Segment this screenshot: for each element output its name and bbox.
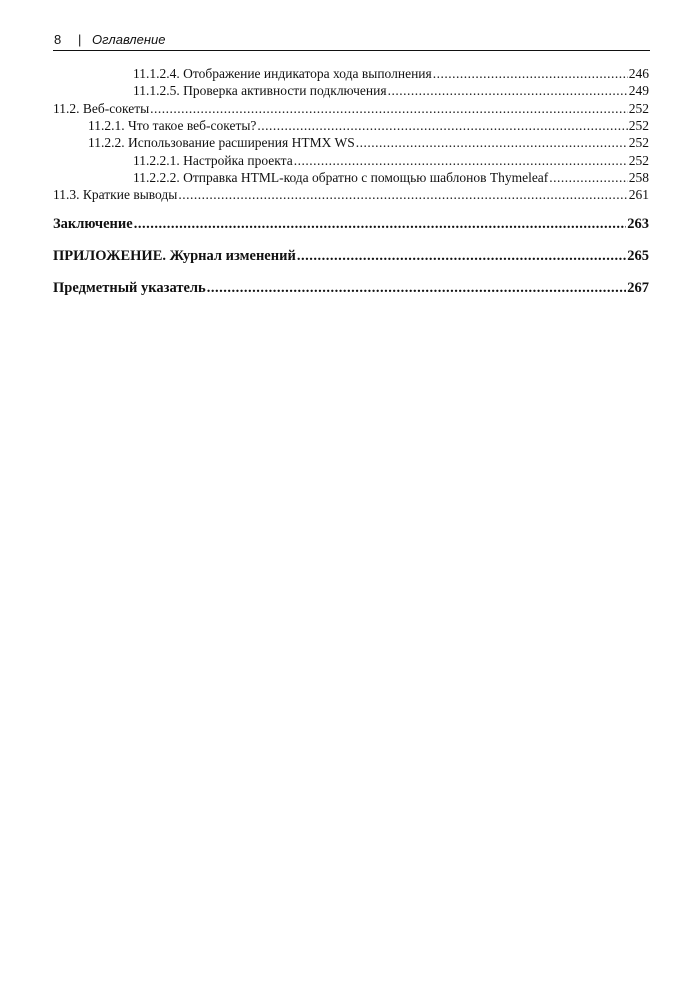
- toc-entry-conclusion[interactable]: [53, 216, 649, 232]
- toc-entry-page: 261: [628, 187, 649, 202]
- toc-entry-11-3[interactable]: [53, 187, 649, 203]
- toc-entry-page: 252: [628, 153, 649, 168]
- toc-entry-page: 246: [628, 66, 649, 81]
- toc-entry-label: 11.1.2.4. Отображение индикатора хода выполнения: [133, 66, 432, 81]
- toc-entry-page: 252: [628, 135, 649, 150]
- toc-entry-11-2-1[interactable]: [88, 118, 649, 134]
- toc-leader-dots: [388, 83, 628, 99]
- toc-leader-dots: [356, 135, 628, 151]
- toc-entry-page: 252: [628, 101, 649, 116]
- running-header: [53, 31, 650, 51]
- toc-leader-dots: [433, 66, 628, 82]
- toc-leader-dots: [150, 101, 628, 117]
- page-number: 8: [54, 32, 62, 47]
- toc-entry-index[interactable]: [53, 280, 649, 296]
- toc-entry-appendix[interactable]: [53, 248, 649, 264]
- toc-entry-11-2[interactable]: [53, 101, 649, 117]
- toc-entry-label: Заключение: [53, 216, 133, 232]
- toc-entry-label: Предметный указатель: [53, 280, 206, 296]
- header-separator: |: [78, 32, 82, 47]
- toc-leader-dots: [134, 216, 627, 232]
- toc-entry-11-2-2-1[interactable]: [133, 153, 649, 169]
- toc-entry-label: 11.2. Веб-сокеты: [53, 101, 150, 116]
- section-title: Оглавление: [92, 32, 166, 47]
- toc-entry-11-1-2-5[interactable]: [133, 83, 649, 99]
- toc-entry-page: 249: [628, 83, 649, 98]
- toc-entry-11-1-2-4[interactable]: [133, 66, 649, 82]
- toc-entry-label: 11.2.1. Что такое веб-сокеты?: [88, 118, 257, 133]
- toc-entry-page: 267: [627, 280, 649, 296]
- toc-entry-label: 11.2.2. Использование расширения HTMX WS: [88, 135, 355, 150]
- toc-entry-page: 265: [627, 248, 649, 264]
- toc-entry-label: 11.2.2.2. Отправка HTML-кода обратно с помощью шаблонов Thymeleaf: [133, 170, 549, 185]
- toc-entry-11-2-2-2[interactable]: [133, 170, 649, 186]
- toc-entry-label: 11.3. Краткие выводы: [53, 187, 178, 202]
- toc-entry-11-2-2[interactable]: [88, 135, 649, 151]
- toc-leader-dots: [257, 118, 627, 134]
- toc-leader-dots: [294, 153, 628, 169]
- toc-entry-page: 252: [628, 118, 649, 133]
- toc-leader-dots: [207, 280, 627, 296]
- toc-entry-page: 263: [627, 216, 649, 232]
- toc-entry-label: 11.2.2.1. Настройка проекта: [133, 153, 293, 168]
- toc-entry-label: 11.1.2.5. Проверка активности подключения: [133, 83, 387, 98]
- toc-entry-page: 258: [628, 170, 649, 185]
- toc-leader-dots: [549, 170, 627, 186]
- toc-entry-label: ПРИЛОЖЕНИЕ. Журнал изменений: [53, 248, 296, 264]
- toc-leader-dots: [297, 248, 626, 264]
- toc-leader-dots: [178, 187, 627, 203]
